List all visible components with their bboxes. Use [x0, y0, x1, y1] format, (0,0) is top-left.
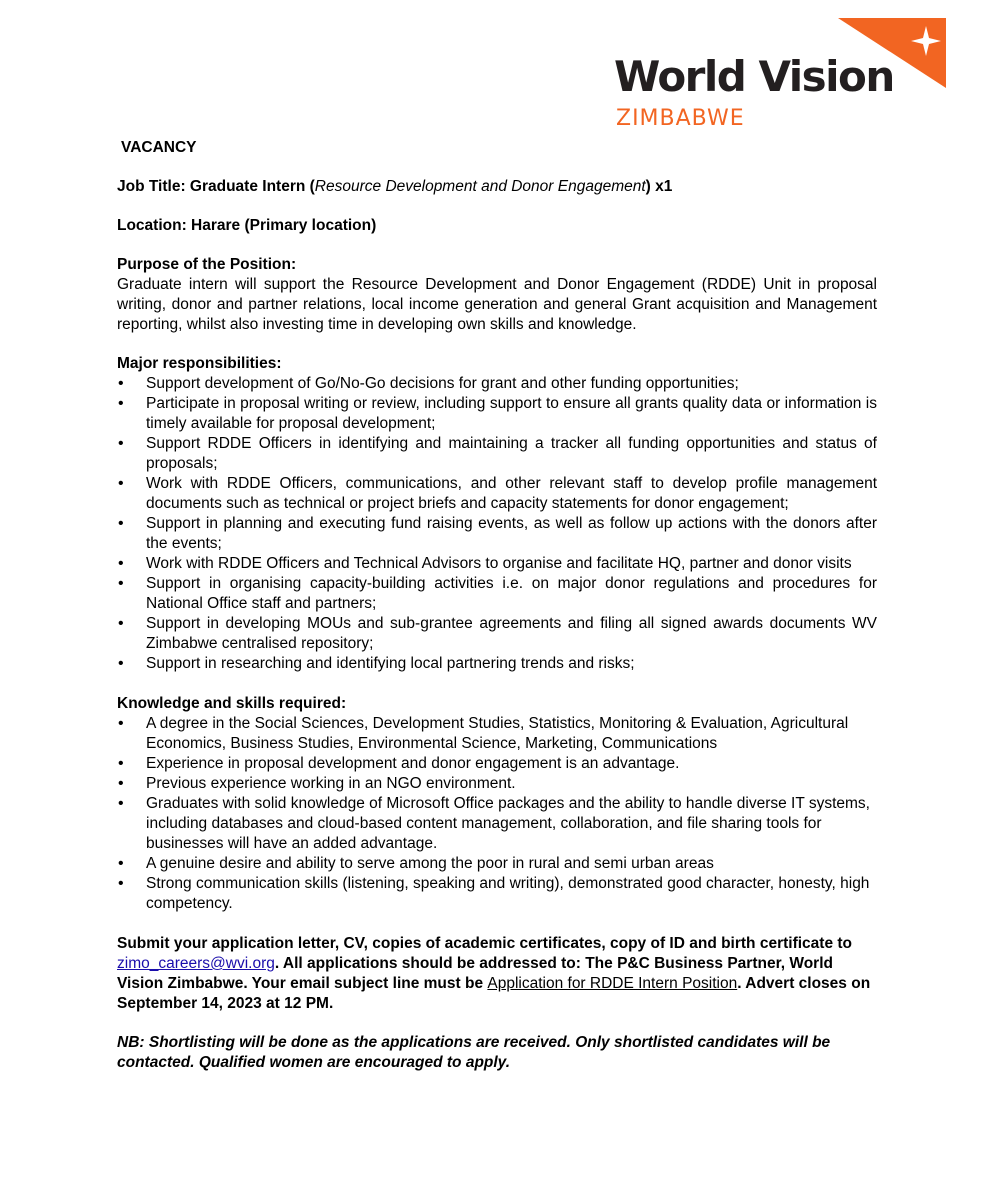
email-subject-line: Application for RDDE Intern Position — [487, 975, 738, 992]
nb-note: NB: Shortlisting will be done as the applications are received. Only shortlisted candidates will be contacted. Qualified women are encouraged to apply. — [117, 1034, 831, 1071]
submit-text-3: . Advert closes on September 14, 2023 at 12 PM. — [117, 975, 871, 1012]
list-item: • A degree in the Social Sciences, Development Studies, Statistics, Monitoring & Evaluation, Agricultural Economics, Business Studies, Environmental Science, Marketing, Communications — [117, 714, 877, 754]
list-item: • Support development of Go/No-Go decisions for grant and other funding opportunities; — [117, 374, 877, 394]
list-item: • Support in planning and executing fund raising events, as well as follow up actions with the donors after the events; — [117, 514, 877, 554]
list-item: • Support in researching and identifying local partnering trends and risks; — [117, 654, 877, 674]
list-item: • Support in organising capacity-building activities i.e. on major donor regulations and procedures for National Office staff and partners; — [117, 574, 877, 614]
purpose-text: Graduate intern will support the Resource Development and Donor Engagement (RDDE) Unit in proposal writing, donor and partner relations, local income generation and general Grant acquisition and Management reporting, whilst also investing time in developing own skills and knowledge. — [117, 276, 877, 333]
skills-heading: Knowledge and skills required: — [117, 695, 347, 712]
list-item: • Work with RDDE Officers, communications, and other relevant staff to develop profile management documents such as technical or project briefs and capacity statements for donor engagement; — [117, 474, 877, 514]
list-item: • Work with RDDE Officers and Technical Advisors to organise and facilitate HQ, partner and donor visits — [117, 554, 877, 574]
responsibilities-list — [117, 374, 877, 674]
job-title-prefix: Job Title: Graduate Intern ( — [117, 178, 315, 195]
world-vision-logo — [608, 14, 948, 131]
careers-email-link[interactable]: zimo_careers@wvi.org — [117, 955, 275, 972]
job-title-unit: Resource Development and Donor Engagement — [314, 178, 646, 195]
vacancy-label: VACANCY — [121, 139, 197, 156]
list-item: • Strong communication skills (listening, speaking and writing), demonstrated good character, honesty, high competency. — [117, 874, 877, 914]
submission-instructions — [117, 934, 877, 1014]
location: Location: Harare (Primary location) — [117, 217, 377, 234]
submit-text-1: Submit your application letter, CV, copies of academic certificates, copy of ID and birth certificate to — [117, 935, 853, 952]
list-item: • A genuine desire and ability to serve among the poor in rural and semi urban areas — [117, 854, 877, 874]
logo-country: ZIMBABWE — [616, 106, 745, 131]
skills-list — [117, 714, 877, 914]
list-item: • Graduates with solid knowledge of Microsoft Office packages and the ability to handle diverse IT systems, including databases and cloud-based content management, collaboration, and file sharing tools for businesses will have an added advantage. — [117, 794, 877, 854]
purpose-heading: Purpose of the Position: — [117, 256, 297, 273]
job-title — [117, 177, 877, 197]
list-item: • Support in developing MOUs and sub-grantee agreements and filing all signed awards documents WV Zimbabwe centralised repository; — [117, 614, 877, 654]
vacancy-document — [117, 138, 877, 1092]
submit-text-2: . All applications should be addressed to: The P&C Business Partner, World Vision Zimbabwe. Your email subject line must be — [117, 955, 833, 992]
list-item: • Participate in proposal writing or review, including support to ensure all grants quality data or information is timely available for proposal development; — [117, 394, 877, 434]
list-item: • Experience in proposal development and donor engagement is an advantage. — [117, 754, 877, 774]
responsibilities-heading: Major responsibilities: — [117, 355, 282, 372]
job-title-suffix: ) x1 — [645, 178, 673, 195]
list-item: • Support RDDE Officers in identifying and maintaining a tracker all funding opportunities and status of proposals; — [117, 434, 877, 474]
list-item: • Previous experience working in an NGO environment. — [117, 774, 877, 794]
logo-wordmark: World Vision — [614, 52, 894, 101]
